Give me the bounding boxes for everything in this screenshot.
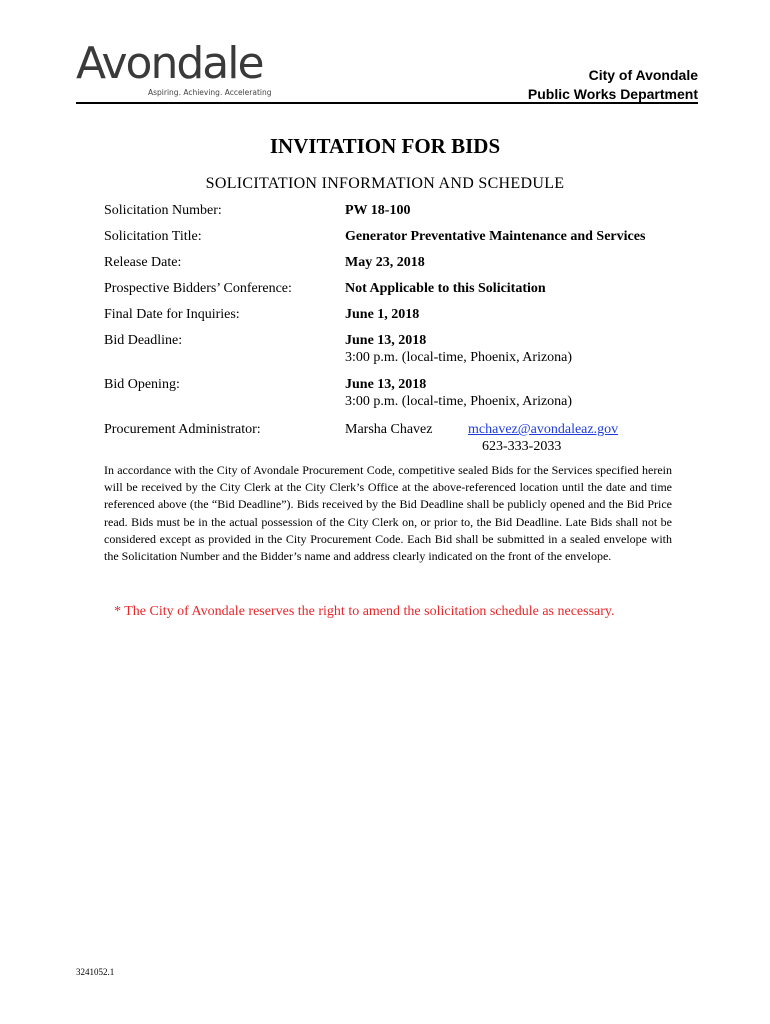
header-divider xyxy=(76,102,698,104)
value: May 23, 2018 xyxy=(345,255,425,270)
logo-tagline: Aspiring. Achieving. Accelerating xyxy=(148,88,272,97)
value: June 13, 2018 xyxy=(345,333,427,348)
org-city: City of Avondale xyxy=(588,67,698,83)
label: Prospective Bidders’ Conference: xyxy=(104,281,292,296)
time-note: 3:00 p.m. (local-time, Phoenix, Arizona) xyxy=(345,394,573,409)
time-note: 3:00 p.m. (local-time, Phoenix, Arizona) xyxy=(345,350,573,365)
label: Procurement Administrator: xyxy=(104,422,261,437)
body-paragraph: In accordance with the City of Avondale Procurement Code, competitive sealed Bids for the Services specified herein will be received by the City Clerk at the City Clerk’s Office at the above-referenced location until the date and time referenced above (the “Bid Deadline”). Bids received by the Bid Deadline shall be publicly opened and the Bid Price read. Bids must be in the actual possession of the City Clerk on, or prior to, the Bid Deadline. Late Bids shall not be considered except as provided in the City Procurement Code. Each Bid shall be submitted in a sealed envelope with the Solicitation Number and the Bidder’s name and address clearly indicated on the front of the envelope. xyxy=(104,463,672,564)
label: Bid Opening: xyxy=(104,377,180,392)
value: Generator Preventative Maintenance and Services xyxy=(345,229,646,244)
value: June 1, 2018 xyxy=(345,307,420,322)
label: Release Date: xyxy=(104,255,182,270)
administrator-email-link[interactable]: mchavez@avondaleaz.gov xyxy=(468,422,619,437)
label: Solicitation Title: xyxy=(104,229,202,244)
logo-wordmark: Avondale xyxy=(76,38,263,89)
schedule-amendment-notice: * The City of Avondale reserves the right to amend the solicitation schedule as necessary. xyxy=(114,604,615,619)
value: June 13, 2018 xyxy=(345,377,427,392)
administrator-name: Marsha Chavez xyxy=(345,422,433,437)
label: Final Date for Inquiries: xyxy=(104,307,240,322)
department-heading xyxy=(528,66,698,104)
page-subtitle: SOLICITATION INFORMATION AND SCHEDULE xyxy=(205,175,565,192)
label: Solicitation Number: xyxy=(104,203,222,218)
administrator-phone: 623-333-2033 xyxy=(482,439,562,454)
value: Not Applicable to this Solicitation xyxy=(345,281,546,296)
value: PW 18-100 xyxy=(345,203,411,218)
document-number: 3241052.1 xyxy=(76,967,115,977)
label: Bid Deadline: xyxy=(104,333,183,348)
avondale-logo xyxy=(76,38,272,98)
page-title: INVITATION FOR BIDS xyxy=(269,134,501,158)
org-department: Public Works Department xyxy=(527,86,698,102)
